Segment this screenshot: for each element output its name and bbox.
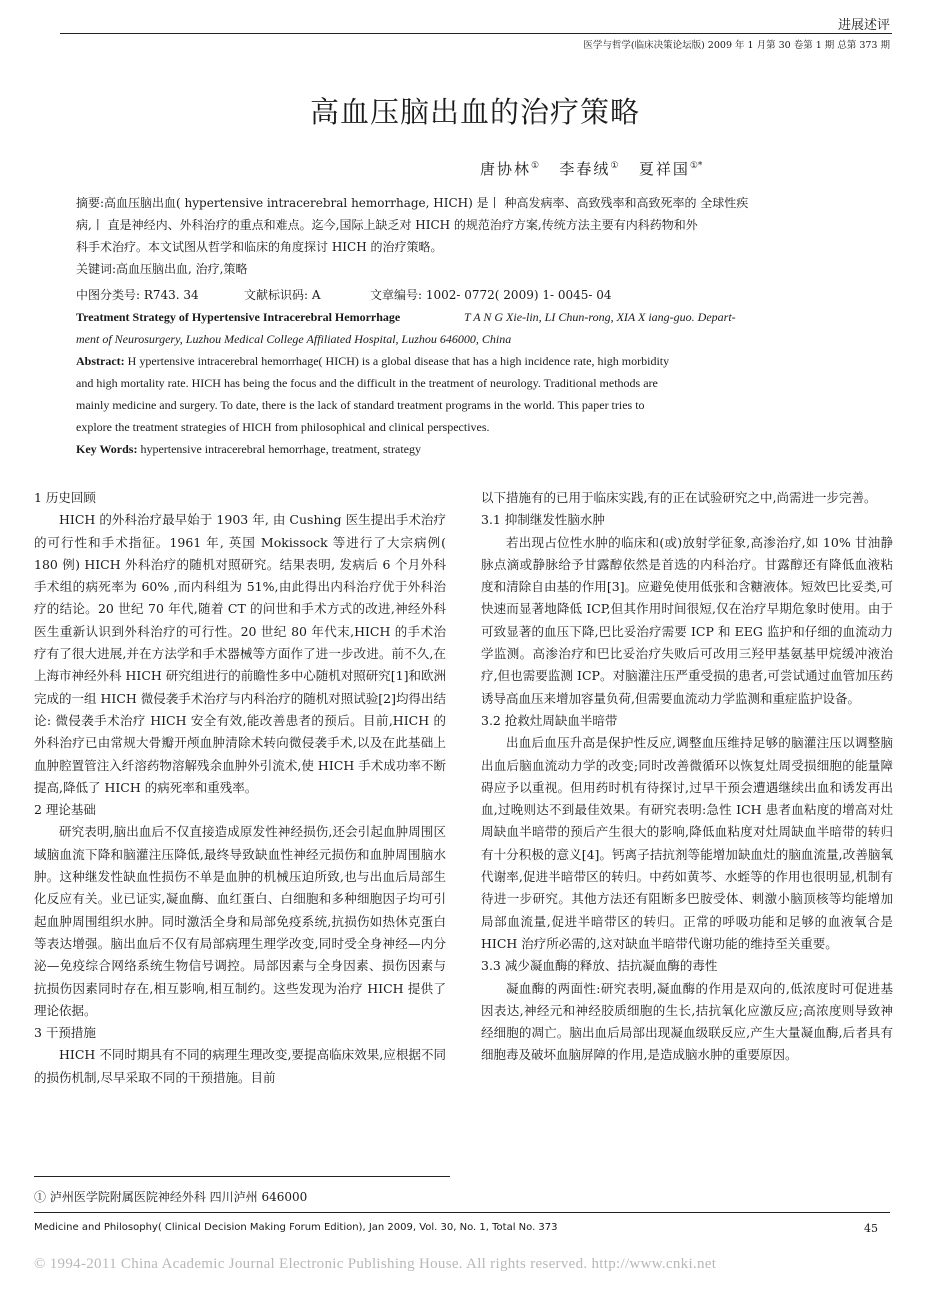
english-affiliation: ment of Neurosurgery, Luzhou Medical College Affiliated Hospital, Luzhou 646000, China <box>76 332 512 346</box>
article-number: 文章编号: 1002- 0772( 2009) 1- 0045- 04 <box>370 288 612 302</box>
abstract-label: Abstract: <box>76 354 125 368</box>
body-paragraph: 出血后血压升高是保护性反应,调整血压维持足够的脑灌注压以调整脑出血后脑血流动力学的改变;同时改善微循环以恢复灶周受损细胞的能量障碍应予以重视。但用药时机有待探讨,过早干预会遭遇继续出血和诱发再出血,过晚则达不到最佳效果。有研究表明:急性 ICH 患者血粘度的增高对灶周缺血半暗带的预后产生很大的影响,降低血粘度对灶周缺血半暗带的转归有十分积极的意义[4]。钙离子拮抗剂等能增加缺血灶的脑血流量,改善脑氧代谢率,促进半暗带区的转归。中药如黄芩、水蛭等的作用也很明显,机制有待进一步研究。其他方法还有阻断多巴胺受体、刺激小脑顶核等均能增加局部血流量,促进半暗带区的转归。正常的呼吸功能和足够的血液氧合是 HICH 治疗所必需的,这对缺血半暗带代谢功能的维持至关重要。 <box>481 735 893 951</box>
author-mark: ① <box>531 161 540 171</box>
section-heading: 2 理论基础 <box>34 802 96 818</box>
english-abstract-line: mainly medicine and surgery. To date, there is the lack of standard treatment programs in the world. This paper tries to <box>76 398 645 412</box>
keywords-label: Key Words: <box>76 442 138 456</box>
body-paragraph: 研究表明,脑出血后不仅直接造成原发性神经损伤,还会引起血肿周围区域脑血流下降和脑灌注压降低,最终导致缺血性神经元损伤和血肿周围脑水肿。这种继发性缺血性损伤不单是血肿的机械压迫所致,也与出血后局部生化反应有关。业已证实,凝血酶、血红蛋白、白细胞和多种细胞因子均可引起血肿周围组织水肿。同时激活全身和局部免疫系统,抗损伤如热休克蛋白等表达增强。脑出血后不仅有局部病理生理学改变,同时受全身神经—内分泌—免疫综合网络系统生物信号调控。局部因素与全身因素、损伤因素与抗损伤因素同时存在,相互影响,相互制约。这些发现为治疗 HICH 提供了理论依据。 <box>34 824 446 1018</box>
author-name: 李春绒 <box>559 160 611 178</box>
author-mark: ① <box>610 161 619 171</box>
body-paragraph: 若出现占位性水肿的临床和(或)放射学征象,高渗治疗,如 10% 甘油静脉点滴或静脉给予甘露醇依然是首选的内科治疗。甘露醇还有降低血液粘度和清除自由基的作用[3]。应避免使用低张和含糖液体。短效巴比妥类,可快速而显著地降低 ICP,但其作用时间很短,仅在治疗早期危象时使用。由于可致显著的血压下降,巴比妥治疗需要 ICP 和 EEG 监护和仔细的血流动力学监测。高渗治疗和巴比妥治疗失败后可改用三羟甲基氨基甲烷缓冲液治疗,但也需要监测 ICP。对脑灌注压严重受损的患者,可尝试通过血管加压药诱导高血压来增加容量负荷,但需要血流动力学监测和重症监护设备。 <box>481 534 893 706</box>
front-matter <box>76 192 852 512</box>
header-rule <box>60 33 892 34</box>
body-paragraph: HICH 的外科治疗最早始于 1903 年, 由 Cushing 医生提出手术治疗的可行性和手术指征。1961 年, 英国 Mokissock 等进行了大宗病例( 180 例) HICH 外科治疗的随机对照研究。结果表明, 发病后 6 个月外科手术组的病死率为 60% ,而内科组为 51%,由此得出内科治疗优于外科治疗的结论。20 世纪 70 年代,随着 CT 的问世和手术方式的改进,神经外科医生重新认识到外科治疗的可行性。20 世纪 80 年代末,HICH 的手术治疗有了很大进展,并在方法学和手术器械等方面作了进一步改进。前不久,在上海市神经外科 HICH 研究组进行的前瞻性多中心随机对照研究[1]和欧洲完成的一组 HICH 微侵袭手术治疗与内科治疗的随机对照试验[2]均得出结论: 微侵袭手术治疗 HICH 安全有效,能改善患者的预后。目前,HICH 的外科治疗已由常规大骨瓣开颅血肿清除术转向微侵袭手术,以及在此基础上血肿腔置管注入纤溶药物溶解残余血肿外引流术,使 HICH 手术成功率不断提高,降低了 HICH 的病死率和重残率。 <box>34 512 446 795</box>
page-number: 45 <box>864 1222 878 1235</box>
author-name: 夏祥国 <box>638 160 690 178</box>
section-heading: 1 历史回顾 <box>34 490 96 505</box>
english-byline: T A N G Xie-lin, LI Chun-rong, XIA X iang-guo. Depart- <box>464 310 736 324</box>
keywords-cn: 关键词:高血压脑出血, 治疗,策略 <box>76 262 248 276</box>
section-heading: 3.2 抢救灶周缺血半暗带 <box>481 712 618 728</box>
author-list <box>480 158 702 179</box>
section-tag: 进展述评 <box>837 18 890 33</box>
footer-rule <box>34 1212 890 1213</box>
author-mark: ①* <box>689 161 703 171</box>
body-column-right <box>481 487 893 1067</box>
english-title: Treatment Strategy of Hypertensive Intracerebral Hemorrhage <box>76 310 401 324</box>
document-code: 文献标识码: A <box>244 288 321 302</box>
english-abstract-line: Abstract: H ypertensive intracerebral hemorrhage( HICH) is a global disease that has a high incidence rate, high morbidity <box>76 354 670 368</box>
english-abstract-line: and high mortality rate. HICH has being the focus and the difficult in the treatment of neurology. Traditional methods are <box>76 376 658 390</box>
copyright-notice: © 1994-2011 China Academic Journal Electronic Publishing House. All rights reserved. http://www.cnki.net <box>34 1256 717 1272</box>
body-paragraph: 凝血酶的两面性:研究表明,凝血酶的作用是双向的,低浓度时可促进基因表达,神经元和神经胶质细胞的生长,拮抗氧化应激反应;高浓度则导致神经细胞的凋亡。脑出血后局部出现凝血级联反应,产生大量凝血酶,后者具有细胞毒及破坏血脑屏障的作用,是造成脑水肿的重要原因。 <box>481 980 893 1063</box>
abstract-cn-line: 科手术治疗。本文试图从哲学和临床的角度探讨 HICH 的治疗策略。 <box>76 240 443 254</box>
author-name: 唐协林 <box>480 160 532 178</box>
abstract-cn-line: 病,丨 直是神经内、外科治疗的重点和难点。迄今,国际上缺乏对 HICH 的规范治疗方案,传统方法主要有内科药物和外 <box>76 218 698 232</box>
section-heading: 3.3 减少凝血酶的释放、拮抗凝血酶的毒性 <box>481 958 718 974</box>
journal-meta: 医学与哲学(临床决策论坛版) 2009 年 1 月第 30 卷第 1 期 总第 373 期 <box>583 40 890 51</box>
footnote-rule <box>34 1176 450 1177</box>
journal-footer: Medicine and Philosophy( Clinical Decision Making Forum Edition), Jan 2009, Vol. 30, No. 1, Total No. 373 <box>34 1222 558 1233</box>
section-heading: 3.1 抑制继发性脑水肿 <box>481 512 605 528</box>
english-keywords: Key Words: hypertensive intracerebral hemorrhage, treatment, strategy <box>76 442 421 456</box>
article-title: 高血压脑出血的治疗策略 <box>309 95 640 129</box>
english-abstract-line: explore the treatment strategies of HICH from philosophical and clinical perspectives. <box>76 420 490 434</box>
abstract-cn-line: 摘要:高血压脑出血( hypertensive intracerebral hemorrhage, HICH) 是丨 种高发病率、高致残率和高致死率的 全球性疾 <box>76 196 749 210</box>
body-paragraph: HICH 不同时期具有不同的病理生理改变,要提高临床效果,应根据不同的损伤机制,尽早采取不同的干预措施。目前 <box>34 1047 446 1085</box>
footnote-affiliation: ① 泸州医学院附属医院神经外科 四川泸州 646000 <box>34 1190 308 1204</box>
body-column-left <box>34 487 446 1089</box>
section-heading: 3 干预措施 <box>34 1025 96 1041</box>
body-paragraph: 以下措施有的已用于临床实践,有的正在试验研究之中,尚需进一步完善。 <box>481 490 877 505</box>
clc-number: 中图分类号: R743. 34 <box>76 288 199 302</box>
